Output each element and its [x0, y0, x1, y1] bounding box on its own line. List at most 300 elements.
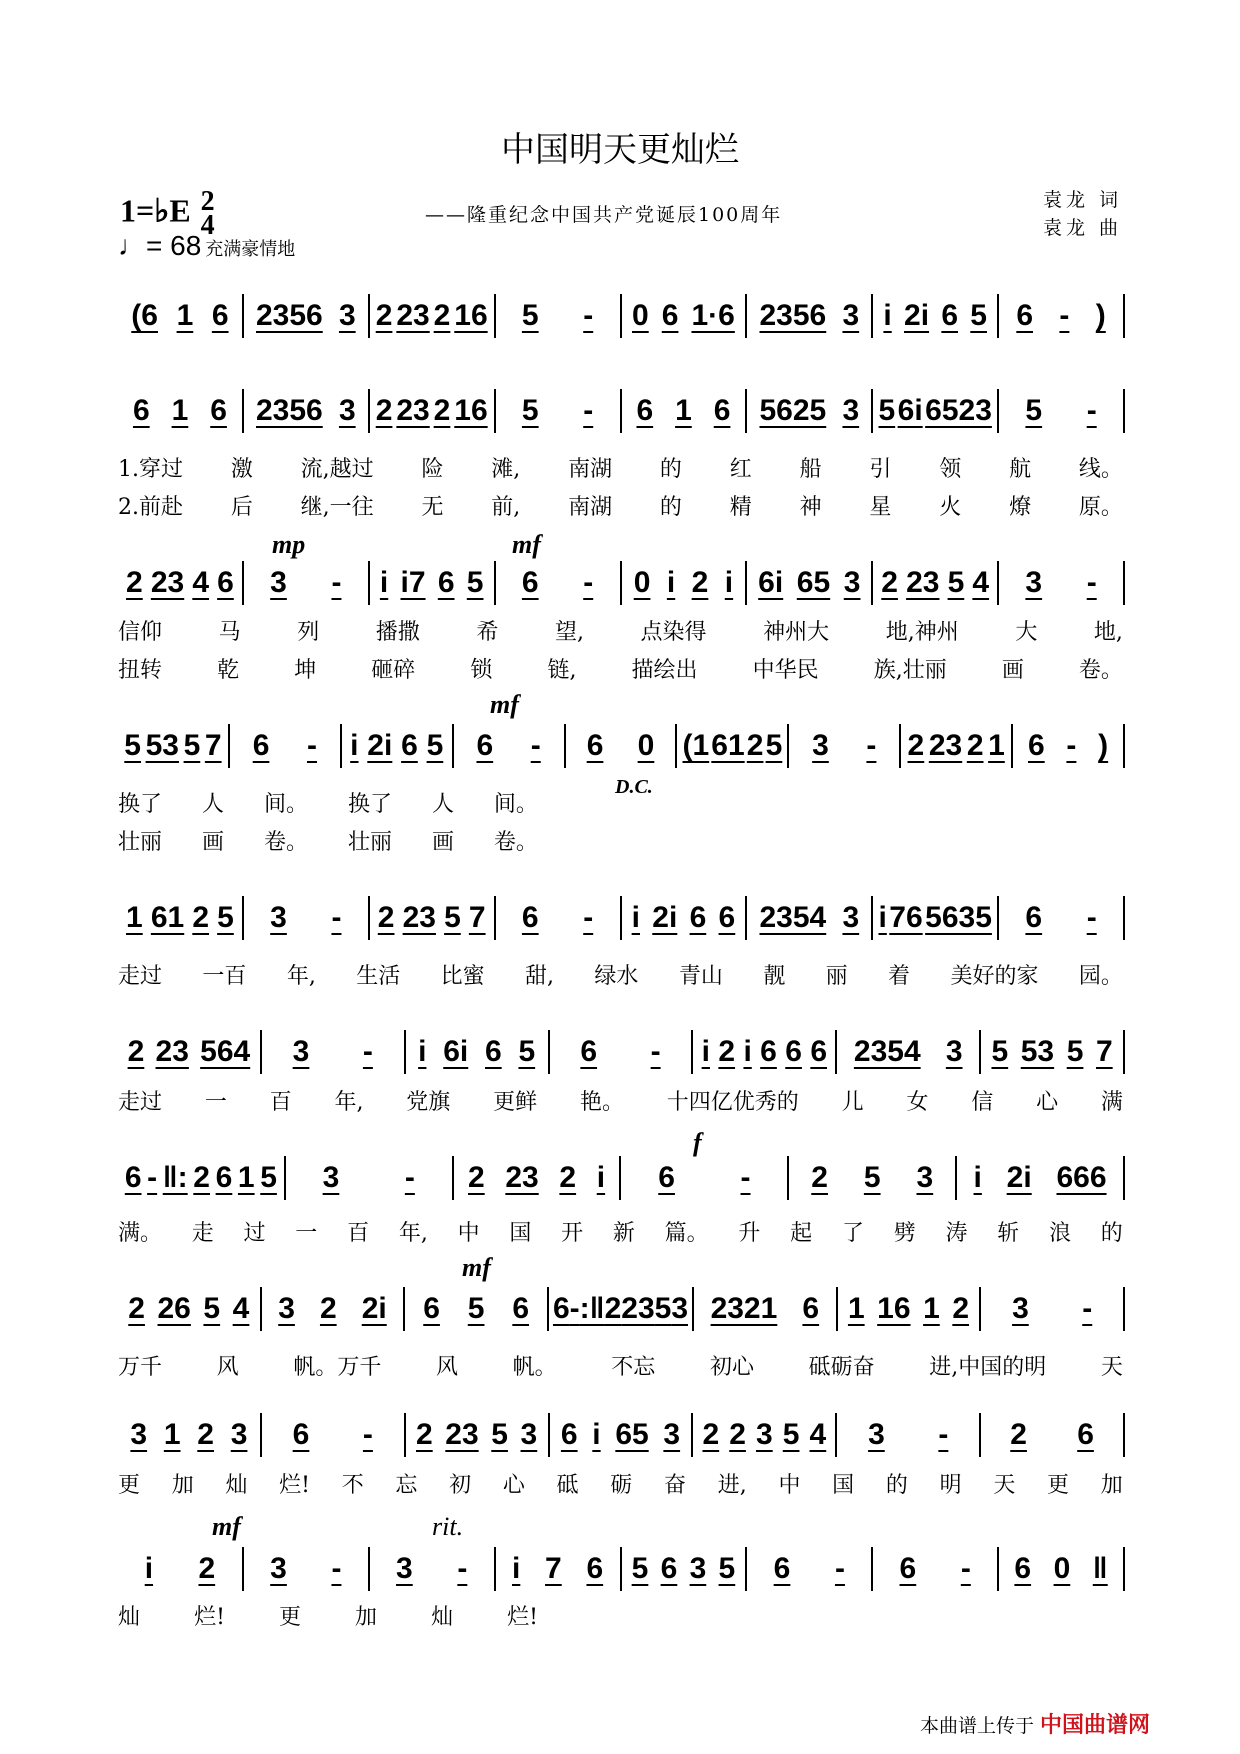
lyric-word: 一 — [295, 1221, 318, 1246]
note-group: i — [418, 1035, 427, 1068]
note-group: i — [350, 729, 359, 762]
lyric-line — [118, 1468, 1123, 1499]
measure — [118, 1030, 260, 1074]
measure — [452, 724, 564, 768]
measure — [620, 1547, 746, 1591]
note-group: i — [592, 1418, 601, 1451]
lyric-word: 的 — [659, 457, 682, 482]
measure — [242, 561, 368, 605]
note-group: 23 — [928, 729, 963, 762]
lyric-word: 地,神州 — [885, 620, 959, 645]
measure — [620, 561, 746, 605]
note-group: 6 — [1077, 1418, 1094, 1451]
lyric-word: 换了 — [118, 792, 163, 817]
note-group: 0 — [637, 729, 655, 762]
note-group: i — [724, 566, 734, 599]
lyric-word: 险 — [421, 457, 444, 482]
measure — [494, 389, 620, 433]
note-group: 2 — [907, 729, 925, 762]
note-group: 3 — [270, 1552, 287, 1585]
lyric-word: 加 — [171, 1473, 194, 1498]
note-group: 6 — [660, 1552, 678, 1585]
lyric-word: 地, — [1093, 620, 1123, 645]
dynamic-mf-2: mf — [490, 690, 519, 719]
note-group: 7 — [1095, 1035, 1113, 1068]
staff-system — [118, 294, 1125, 338]
lyric-word: 壮丽 — [347, 830, 392, 855]
note-group: 3 — [270, 901, 287, 934]
measure — [871, 389, 997, 433]
lyric-word: 1.穿过 — [118, 457, 183, 482]
lyric-word: 流,越过 — [300, 457, 374, 482]
lyric-line — [118, 825, 538, 856]
note-group: 1 — [171, 394, 189, 427]
lyric-word: 中 — [457, 1221, 480, 1246]
lyric-line — [118, 452, 1123, 483]
note-group: 6 — [560, 1418, 578, 1451]
lyric-word: 砥 — [556, 1473, 579, 1498]
lyric-word: 更 — [278, 1605, 301, 1630]
note-group: 3 — [292, 1035, 310, 1068]
lyric-word: 卷。 — [493, 830, 538, 855]
note-group: 5 — [183, 729, 201, 762]
note-group: 23 — [150, 566, 185, 599]
expression: 充满豪情地 — [205, 239, 296, 260]
note-group: 2356 — [759, 299, 827, 332]
note-group: 1 — [126, 901, 143, 934]
footer — [920, 1708, 1150, 1739]
lyric-line — [118, 1085, 1123, 1116]
note-group: - — [938, 1418, 949, 1451]
measure — [997, 1547, 1123, 1591]
staff-system — [118, 1547, 1125, 1591]
note-group: 5 — [631, 1552, 649, 1585]
note-group: 6 — [810, 1035, 828, 1068]
lyric-word: 进, — [717, 1473, 747, 1498]
note-group: 5 — [521, 299, 539, 332]
lyric-word: 万千 — [118, 1355, 163, 1380]
note-group: 5 — [765, 729, 783, 762]
note-group: - — [306, 729, 317, 762]
measure — [368, 294, 494, 338]
note-group: 65 — [796, 566, 831, 599]
note-group: 5 — [491, 1418, 508, 1451]
note-group: 5 — [217, 901, 234, 934]
lyric-word: 望, — [554, 620, 584, 645]
measure — [118, 561, 242, 605]
note-group: - — [583, 901, 594, 934]
staff-system — [118, 896, 1125, 940]
note-group: 3 — [842, 299, 860, 332]
composer: 袁龙 曲 — [1042, 217, 1122, 239]
lyric-word: 起 — [790, 1221, 813, 1246]
note-group: 5 — [203, 1292, 221, 1325]
note-group: 65 — [615, 1418, 649, 1451]
measure — [745, 561, 871, 605]
note-group: 6 — [437, 566, 455, 599]
note-group: 5 — [467, 1292, 485, 1325]
note-group: 6 — [292, 1418, 310, 1451]
measure — [691, 1030, 835, 1074]
lyric-word: 一百 — [202, 964, 247, 989]
note-group: 23 — [396, 299, 430, 332]
note-group: 3 — [689, 1552, 707, 1585]
lyric-word: 原。 — [1078, 495, 1123, 520]
lyric-word: 燎 — [1009, 495, 1032, 520]
note-group: 2 — [375, 394, 393, 427]
note-group: 6 — [802, 1292, 820, 1325]
note-group: 6 — [586, 729, 604, 762]
note-group: 6 — [521, 566, 539, 599]
lyric-word: 船 — [799, 457, 822, 482]
time-top: 2 — [200, 186, 215, 217]
measure — [118, 1287, 260, 1331]
note-group: 2321 — [710, 1292, 778, 1325]
footer-text: 本曲谱上传于 — [920, 1715, 1035, 1737]
note-group: 6 — [1027, 729, 1045, 762]
note-group: 2i — [652, 901, 678, 934]
lyric-word: 更 — [1047, 1473, 1070, 1498]
note-group: - — [404, 1161, 415, 1194]
measure — [871, 896, 997, 940]
measure — [118, 1156, 284, 1200]
note-group: - — [650, 1035, 661, 1068]
note-group: - — [362, 1418, 373, 1451]
note-group: 3 — [756, 1418, 773, 1451]
lyric-word: 甜, — [525, 964, 555, 989]
note-group: 6i — [443, 1035, 469, 1068]
note-group: 5 — [518, 1035, 536, 1068]
note-group: 5 — [124, 729, 141, 762]
note-group: i — [743, 1035, 752, 1068]
note-group: 0 — [633, 566, 651, 599]
staff-system — [118, 1287, 1125, 1331]
note-group: 4 — [809, 1418, 827, 1451]
note-group: i — [379, 566, 389, 599]
lyric-word: 帆。 — [512, 1355, 557, 1380]
note-group: 2 — [1010, 1418, 1027, 1451]
credits — [1043, 186, 1122, 242]
note-group: 3 — [270, 566, 287, 599]
note-group: 2 — [811, 1161, 828, 1194]
lyric-word: 激 — [230, 457, 253, 482]
note-group: ‖: — [162, 1161, 188, 1194]
note-group: 5 — [970, 299, 987, 332]
lyric-word: 画 — [201, 830, 224, 855]
note-group: 5 — [260, 1161, 277, 1194]
note-group: - — [583, 566, 594, 599]
note-group: 6 — [521, 901, 539, 934]
note-group: 2356 — [255, 299, 323, 332]
dynamic-f: f — [693, 1128, 702, 1157]
measure — [242, 294, 368, 338]
note-group: 2 — [729, 1418, 746, 1451]
measure — [368, 389, 494, 433]
note-group: 6 — [586, 1552, 604, 1585]
measure — [675, 724, 787, 768]
lyric-word: 灿 — [225, 1473, 248, 1498]
note-group: 6 — [580, 1035, 598, 1068]
measure — [835, 1413, 979, 1457]
lyric-word: 过 — [243, 1221, 266, 1246]
lyric-word: 扭转 — [118, 658, 163, 683]
note-group: 6 — [689, 901, 707, 934]
note-group: 5 — [718, 1552, 736, 1585]
lyric-word: 走过 — [118, 964, 163, 989]
note-group: 2 — [416, 1418, 433, 1451]
lyric-word: 女 — [906, 1090, 929, 1115]
measure — [368, 896, 494, 940]
measure — [979, 1287, 1123, 1331]
note-group: - — [147, 1161, 158, 1194]
lyric-word: 一 — [204, 1090, 227, 1115]
note-group: 5 — [863, 1161, 881, 1194]
note-group: 61 — [150, 901, 185, 934]
lyric-word: 绿水 — [594, 964, 639, 989]
note-group: - — [1086, 566, 1097, 599]
note-group: 3 — [338, 394, 356, 427]
note-group: 2 — [128, 1292, 145, 1325]
note-group: 6 — [785, 1035, 802, 1068]
note-group: 6 — [1025, 901, 1043, 934]
note-group: (1 — [682, 729, 710, 762]
note-group: 23 — [445, 1418, 479, 1451]
lyric-word: 十四亿优秀的 — [666, 1090, 799, 1115]
lyric-word: 人 — [201, 792, 224, 817]
note-group: 2 — [377, 901, 395, 934]
tempo-mark: ♩= 68 — [118, 230, 202, 261]
note-group: 2 — [718, 1035, 736, 1068]
measure — [404, 1413, 548, 1457]
lyric-word: 壮丽 — [118, 830, 163, 855]
note-group: 23 — [396, 394, 430, 427]
lyric-word: 领 — [939, 457, 962, 482]
measure — [899, 724, 1011, 768]
lyric-word: 信仰 — [118, 620, 163, 645]
note-group: - — [530, 729, 541, 762]
note-group: 2 — [127, 1035, 145, 1068]
note-group: 6 — [636, 394, 654, 427]
lyric-word: 帆。万千 — [293, 1355, 382, 1380]
lyric-word: 描绘出 — [631, 658, 698, 683]
measure — [242, 1547, 368, 1591]
note-group: 2 — [126, 566, 143, 599]
note-group: 16 — [877, 1292, 911, 1325]
lyric-word: 涛 — [945, 1221, 968, 1246]
note-group: 1 — [923, 1292, 940, 1325]
lyric-word: 艳。 — [579, 1090, 624, 1115]
note-group: 6 — [1014, 1552, 1032, 1585]
note-group: 0 — [1053, 1552, 1071, 1585]
note-group: 2 — [198, 1552, 216, 1585]
measure — [260, 1287, 404, 1331]
lyric-word: 升 — [738, 1221, 761, 1246]
lyric-word: 信 — [971, 1090, 994, 1115]
lyric-word: 美好的家 — [950, 964, 1039, 989]
note-group: 6i — [897, 394, 923, 427]
tempo — [118, 230, 295, 262]
dc-mark: D.C. — [615, 776, 653, 798]
note-group: 6 — [423, 1292, 440, 1325]
note-group: i — [666, 566, 676, 599]
note-group: - — [1066, 729, 1077, 762]
note-group: - — [740, 1161, 751, 1194]
note-group: 6 — [215, 1161, 233, 1194]
lyric-word: 青山 — [678, 964, 723, 989]
note-group: 5 — [466, 566, 484, 599]
lyric-word: 忘 — [395, 1473, 418, 1498]
lyric-word: 生活 — [356, 964, 401, 989]
measure — [787, 1156, 955, 1200]
note-group: - — [583, 394, 594, 427]
lyric-word: 后 — [230, 495, 253, 520]
lyric-word: 烂! — [194, 1605, 225, 1630]
lyric-word: 灿 — [118, 1605, 141, 1630]
note-group: 3 — [842, 901, 860, 934]
note-group: 3 — [842, 394, 860, 427]
note-group: i — [144, 1552, 154, 1585]
note-group: 3 — [671, 1292, 689, 1325]
note-group: 3 — [843, 566, 861, 599]
note-group: 6i — [758, 566, 784, 599]
lyric-word: 风 — [435, 1355, 458, 1380]
note-group: 6 — [713, 394, 731, 427]
measure — [745, 1547, 871, 1591]
note-group: 1·6 — [691, 299, 735, 332]
lyric-word: 无 — [421, 495, 444, 520]
note-group: 6 — [211, 299, 229, 332]
lyric-word: 初心 — [709, 1355, 754, 1380]
note-group: 4 — [192, 566, 210, 599]
note-group: 2 — [604, 1292, 622, 1325]
measure — [260, 1413, 404, 1457]
lyric-word: 新 — [612, 1221, 635, 1246]
note-group: 23 — [505, 1161, 539, 1194]
measure — [494, 294, 620, 338]
lyric-word: 前, — [491, 495, 521, 520]
lyric-word: 马 — [218, 620, 241, 645]
note-group: 5 — [444, 901, 461, 934]
lyric-word: 线。 — [1078, 457, 1123, 482]
lyric-word: 火 — [939, 495, 962, 520]
note-group: 2i — [904, 299, 930, 332]
note-group: - — [583, 299, 594, 332]
note-group: 1 — [176, 299, 194, 332]
note-group: 23 — [621, 1292, 655, 1325]
measure — [620, 896, 746, 940]
note-group: 2 — [952, 1292, 970, 1325]
lyric-word: 卷。 — [263, 830, 308, 855]
measure — [564, 724, 676, 768]
note-group: 2 — [375, 299, 393, 332]
note-group: 23 — [155, 1035, 189, 1068]
note-group: 3 — [945, 1035, 963, 1068]
note-group: 6523 — [925, 394, 992, 427]
note-group: - — [331, 901, 342, 934]
staff-system — [118, 1156, 1125, 1200]
note-group: 1 — [237, 1161, 255, 1194]
lyric-word: 星 — [869, 495, 892, 520]
note-group: 5625 — [759, 394, 827, 427]
lyric-word: 百 — [269, 1090, 292, 1115]
note-group: (6 — [131, 299, 158, 332]
note-group: 3 — [812, 729, 829, 762]
note-group: 3 — [230, 1418, 248, 1451]
note-group: 5635 — [925, 901, 992, 934]
lyric-word: 满。 — [118, 1221, 163, 1246]
lyric-word: 列 — [297, 620, 320, 645]
note-group: 1 — [163, 1418, 181, 1451]
note-group: 3 — [520, 1418, 538, 1451]
lyric-word: 党旗 — [406, 1090, 451, 1115]
lyric-word: 比蜜 — [440, 964, 485, 989]
lyric-word: 加 — [1100, 1473, 1123, 1498]
measure — [118, 1413, 260, 1457]
measure — [997, 896, 1123, 940]
lyric-word: 国 — [509, 1221, 532, 1246]
site-logo[interactable]: 中国曲谱网 — [1040, 1713, 1151, 1738]
dynamic-mf-3: mf — [462, 1253, 491, 1282]
note-group: - — [1086, 901, 1097, 934]
note-group: 666 — [1056, 1161, 1107, 1194]
measure — [745, 389, 871, 433]
note-group: 23 — [402, 901, 436, 934]
note-group: - — [1082, 1292, 1093, 1325]
note-group: 0 — [632, 299, 649, 332]
note-group: i — [973, 1161, 982, 1194]
note-group: 26 — [157, 1292, 191, 1325]
lyric-word: 希 — [476, 620, 499, 645]
note-group: 1 — [988, 729, 1005, 762]
lyric-word: 大 — [1015, 620, 1038, 645]
note-group: ) — [1098, 729, 1109, 762]
lyric-word: 天 — [1100, 1355, 1123, 1380]
measure — [955, 1156, 1123, 1200]
lyric-word: 间。 — [263, 792, 308, 817]
note-group: 6 — [552, 1292, 570, 1325]
note-group: 5 — [1025, 394, 1043, 427]
measure — [260, 1030, 404, 1074]
note-group: 2 — [319, 1292, 337, 1325]
note-group: 3 — [278, 1292, 295, 1325]
lyric-word: 斩 — [997, 1221, 1020, 1246]
song-title: 中国明天更灿烂 — [501, 130, 739, 170]
dynamic-mf-4: mf — [212, 1512, 241, 1541]
note-group: 7 — [468, 901, 486, 934]
lyric-word: 天 — [993, 1473, 1016, 1498]
note-group: 2i — [1006, 1161, 1032, 1194]
note-group: 6 — [512, 1292, 530, 1325]
note-group: 7 — [204, 729, 222, 762]
lyric-word: 年, — [334, 1090, 364, 1115]
lyric-word: 砸碎 — [371, 658, 416, 683]
lyric-word: 引 — [869, 457, 892, 482]
note-group: i — [596, 1161, 606, 1194]
note-group: i — [631, 901, 640, 934]
lyric-line — [118, 653, 1123, 684]
note-group: i — [878, 901, 887, 934]
note-group: 3 — [396, 1552, 413, 1585]
lyric-word: 灿 — [431, 1605, 454, 1630]
note-group: :‖ — [579, 1292, 605, 1325]
note-group: 2 — [467, 1161, 485, 1194]
note-group: 2354 — [853, 1035, 921, 1068]
measure — [691, 1413, 835, 1457]
note-group: 6 — [210, 394, 227, 427]
measure — [340, 724, 452, 768]
measure — [787, 724, 899, 768]
note-group: ‖ — [1092, 1552, 1108, 1585]
